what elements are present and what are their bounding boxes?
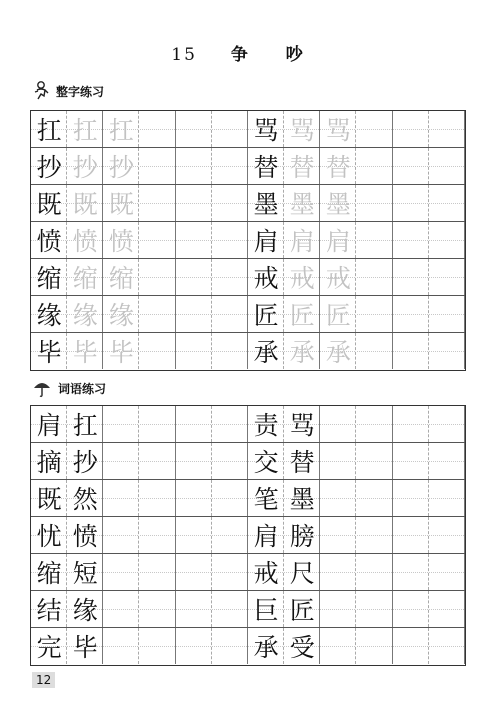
grid-cell[interactable] [357, 406, 393, 442]
grid-cell[interactable] [176, 185, 212, 221]
practice-char: 肩 [253, 522, 279, 551]
trace-char: 匠 [289, 301, 315, 330]
practice-char: 戒 [253, 559, 279, 588]
grid-row [31, 296, 465, 333]
grid-cell[interactable] [176, 443, 212, 479]
grid-cell[interactable] [140, 111, 176, 147]
practice-char: 缘 [72, 596, 98, 625]
practice-char: 肩 [36, 411, 62, 440]
grid-cell[interactable] [140, 222, 176, 258]
grid-cell[interactable] [103, 406, 139, 442]
trace-char: 抄 [108, 153, 134, 182]
grid-cell[interactable] [429, 296, 465, 332]
grid-cell[interactable] [393, 333, 429, 369]
grid-cell[interactable] [140, 554, 176, 590]
grid-cell[interactable] [103, 480, 139, 516]
grid-cell[interactable] [393, 406, 429, 442]
grid-cell[interactable] [176, 148, 212, 184]
practice-char: 尺 [289, 559, 315, 588]
practice-char: 缩 [36, 559, 62, 588]
trace-char: 缘 [72, 301, 98, 330]
trace-char: 愤 [72, 227, 98, 256]
practice-char: 扛 [72, 411, 98, 440]
practice-char: 替 [289, 448, 315, 477]
practice-char: 忧 [36, 522, 62, 551]
trace-char: 肩 [325, 227, 351, 256]
practice-char: 摘 [36, 448, 62, 477]
grid-cell[interactable] [103, 628, 139, 664]
trace-char: 墨 [289, 190, 315, 219]
practice-char: 匠 [289, 596, 315, 625]
page-title [0, 40, 490, 65]
grid-cell[interactable] [140, 259, 176, 295]
grid-row [31, 406, 465, 443]
grid-row [31, 259, 465, 296]
grid-cell[interactable] [212, 480, 248, 516]
grid-row [31, 222, 465, 259]
grid-cell[interactable] [140, 333, 176, 369]
trace-char: 承 [325, 338, 351, 367]
grid-cell[interactable] [429, 480, 465, 516]
grid-cell[interactable] [393, 517, 429, 553]
trace-char: 替 [325, 153, 351, 182]
practice-char: 替 [253, 153, 279, 182]
section-header-whole-char [32, 80, 104, 102]
practice-char: 骂 [289, 411, 315, 440]
grid-cell[interactable] [140, 517, 176, 553]
lesson-number: 15 [171, 45, 197, 65]
grid-cell[interactable] [140, 443, 176, 479]
grid-cell[interactable] [357, 333, 393, 369]
grid-cell[interactable] [212, 443, 248, 479]
grid-cell[interactable] [103, 591, 139, 627]
trace-char: 匠 [325, 301, 351, 330]
title-char: 吵 [285, 45, 305, 65]
grid-cell[interactable] [429, 111, 465, 147]
practice-char: 毕 [72, 633, 98, 662]
trace-char: 愤 [108, 227, 134, 256]
trace-char: 既 [108, 190, 134, 219]
trace-char: 扛 [72, 116, 98, 145]
grid-row [31, 480, 465, 517]
section-header-words [32, 377, 106, 399]
practice-char: 愤 [72, 522, 98, 551]
practice-char: 巨 [253, 596, 279, 625]
grid-cell[interactable] [176, 296, 212, 332]
trace-char: 戒 [289, 264, 315, 293]
grid-cell[interactable] [357, 111, 393, 147]
grid-cell[interactable] [429, 517, 465, 553]
grid-cell[interactable] [320, 628, 356, 664]
trace-char: 毕 [108, 338, 134, 367]
words-grid [30, 405, 466, 666]
grid-cell[interactable] [212, 185, 248, 221]
practice-char: 短 [72, 559, 98, 588]
grid-cell[interactable] [140, 185, 176, 221]
grid-cell[interactable] [103, 517, 139, 553]
grid-cell[interactable] [140, 628, 176, 664]
grid-cell[interactable] [357, 148, 393, 184]
section-label: 整字练习 [56, 84, 105, 99]
grid-row [31, 185, 465, 222]
page-number: 12 [32, 672, 55, 688]
trace-char: 既 [72, 190, 98, 219]
grid-cell[interactable] [320, 517, 356, 553]
practice-char: 笔 [253, 485, 279, 514]
practice-char: 既 [36, 485, 62, 514]
grid-cell[interactable] [103, 443, 139, 479]
grid-cell[interactable] [320, 406, 356, 442]
grid-cell[interactable] [393, 111, 429, 147]
grid-cell[interactable] [176, 517, 212, 553]
grid-cell[interactable] [176, 406, 212, 442]
grid-cell[interactable] [176, 333, 212, 369]
grid-row [31, 591, 465, 628]
practice-char: 抄 [72, 448, 98, 477]
grid-row [31, 554, 465, 591]
figure-icon [32, 81, 50, 101]
grid-row [31, 148, 465, 185]
grid-cell[interactable] [357, 296, 393, 332]
grid-cell[interactable] [393, 148, 429, 184]
grid-cell[interactable] [176, 554, 212, 590]
practice-char: 愤 [36, 227, 62, 256]
grid-cell[interactable] [429, 591, 465, 627]
practice-char: 扛 [36, 116, 62, 145]
practice-char: 墨 [289, 485, 315, 514]
trace-char: 承 [289, 338, 315, 367]
title-char: 争 [230, 45, 250, 65]
practice-char: 缩 [36, 264, 62, 293]
grid-cell[interactable] [429, 148, 465, 184]
practice-char: 墨 [253, 190, 279, 219]
practice-grid [30, 110, 466, 371]
practice-char: 承 [253, 633, 279, 662]
grid-cell[interactable] [212, 628, 248, 664]
grid-cell[interactable] [320, 591, 356, 627]
practice-char: 然 [72, 485, 98, 514]
grid-cell[interactable] [393, 222, 429, 258]
grid-cell[interactable] [212, 554, 248, 590]
grid-cell[interactable] [357, 259, 393, 295]
grid-cell[interactable] [357, 185, 393, 221]
grid-cell[interactable] [176, 259, 212, 295]
grid-cell[interactable] [429, 222, 465, 258]
grid-cell[interactable] [393, 628, 429, 664]
trace-char: 缩 [72, 264, 98, 293]
grid-cell[interactable] [212, 148, 248, 184]
grid-cell[interactable] [140, 480, 176, 516]
umbrella-icon [32, 378, 52, 398]
grid-cell[interactable] [212, 406, 248, 442]
trace-char: 扛 [108, 116, 134, 145]
trace-char: 骂 [325, 116, 351, 145]
grid-cell[interactable] [212, 333, 248, 369]
trace-char: 替 [289, 153, 315, 182]
practice-char: 既 [36, 190, 62, 219]
grid-cell[interactable] [393, 443, 429, 479]
trace-char: 抄 [72, 153, 98, 182]
grid-cell[interactable] [212, 259, 248, 295]
grid-row [31, 517, 465, 554]
trace-char: 肩 [289, 227, 315, 256]
grid-cell[interactable] [393, 554, 429, 590]
practice-char: 匠 [253, 301, 279, 330]
practice-char: 完 [36, 633, 62, 662]
grid-cell[interactable] [176, 591, 212, 627]
grid-cell[interactable] [320, 554, 356, 590]
trace-char: 骂 [289, 116, 315, 145]
grid-cell[interactable] [429, 628, 465, 664]
grid-cell[interactable] [357, 222, 393, 258]
grid-row [31, 443, 465, 480]
grid-cell[interactable] [103, 554, 139, 590]
trace-char: 戒 [325, 264, 351, 293]
practice-char: 抄 [36, 153, 62, 182]
grid-cell[interactable] [212, 111, 248, 147]
grid-cell[interactable] [140, 591, 176, 627]
grid-cell[interactable] [357, 628, 393, 664]
grid-cell[interactable] [429, 333, 465, 369]
practice-char: 结 [36, 596, 62, 625]
practice-char: 肩 [253, 227, 279, 256]
grid-cell[interactable] [357, 591, 393, 627]
practice-char: 交 [253, 448, 279, 477]
grid-cell[interactable] [140, 296, 176, 332]
grid-cell[interactable] [357, 517, 393, 553]
trace-char: 缘 [108, 301, 134, 330]
grid-cell[interactable] [393, 185, 429, 221]
grid-cell[interactable] [176, 222, 212, 258]
practice-char: 骂 [253, 116, 279, 145]
trace-char: 毕 [72, 338, 98, 367]
grid-cell[interactable] [320, 480, 356, 516]
practice-char: 责 [253, 411, 279, 440]
practice-char: 承 [253, 338, 279, 367]
section-label: 词语练习 [58, 381, 107, 396]
grid-cell[interactable] [393, 296, 429, 332]
grid-cell[interactable] [176, 480, 212, 516]
grid-cell[interactable] [212, 296, 248, 332]
grid-cell[interactable] [140, 406, 176, 442]
trace-char: 缩 [108, 264, 134, 293]
grid-cell[interactable] [393, 591, 429, 627]
grid-cell[interactable] [212, 517, 248, 553]
grid-row [31, 111, 465, 148]
grid-cell[interactable] [357, 443, 393, 479]
grid-cell[interactable] [429, 185, 465, 221]
grid-cell[interactable] [357, 554, 393, 590]
grid-cell[interactable] [393, 259, 429, 295]
grid-cell[interactable] [393, 480, 429, 516]
practice-char: 受 [289, 633, 315, 662]
grid-cell[interactable] [357, 480, 393, 516]
grid-cell[interactable] [429, 406, 465, 442]
practice-char: 戒 [253, 264, 279, 293]
grid-cell[interactable] [212, 591, 248, 627]
grid-row [31, 333, 465, 370]
grid-cell[interactable] [320, 443, 356, 479]
grid-cell[interactable] [176, 111, 212, 147]
trace-char: 墨 [325, 190, 351, 219]
grid-row [31, 628, 465, 665]
grid-cell[interactable] [212, 222, 248, 258]
grid-cell[interactable] [429, 259, 465, 295]
grid-cell[interactable] [140, 148, 176, 184]
grid-cell[interactable] [429, 443, 465, 479]
grid-cell[interactable] [429, 554, 465, 590]
practice-char: 毕 [36, 338, 62, 367]
practice-char: 缘 [36, 301, 62, 330]
grid-cell[interactable] [176, 628, 212, 664]
practice-char: 膀 [289, 522, 315, 551]
